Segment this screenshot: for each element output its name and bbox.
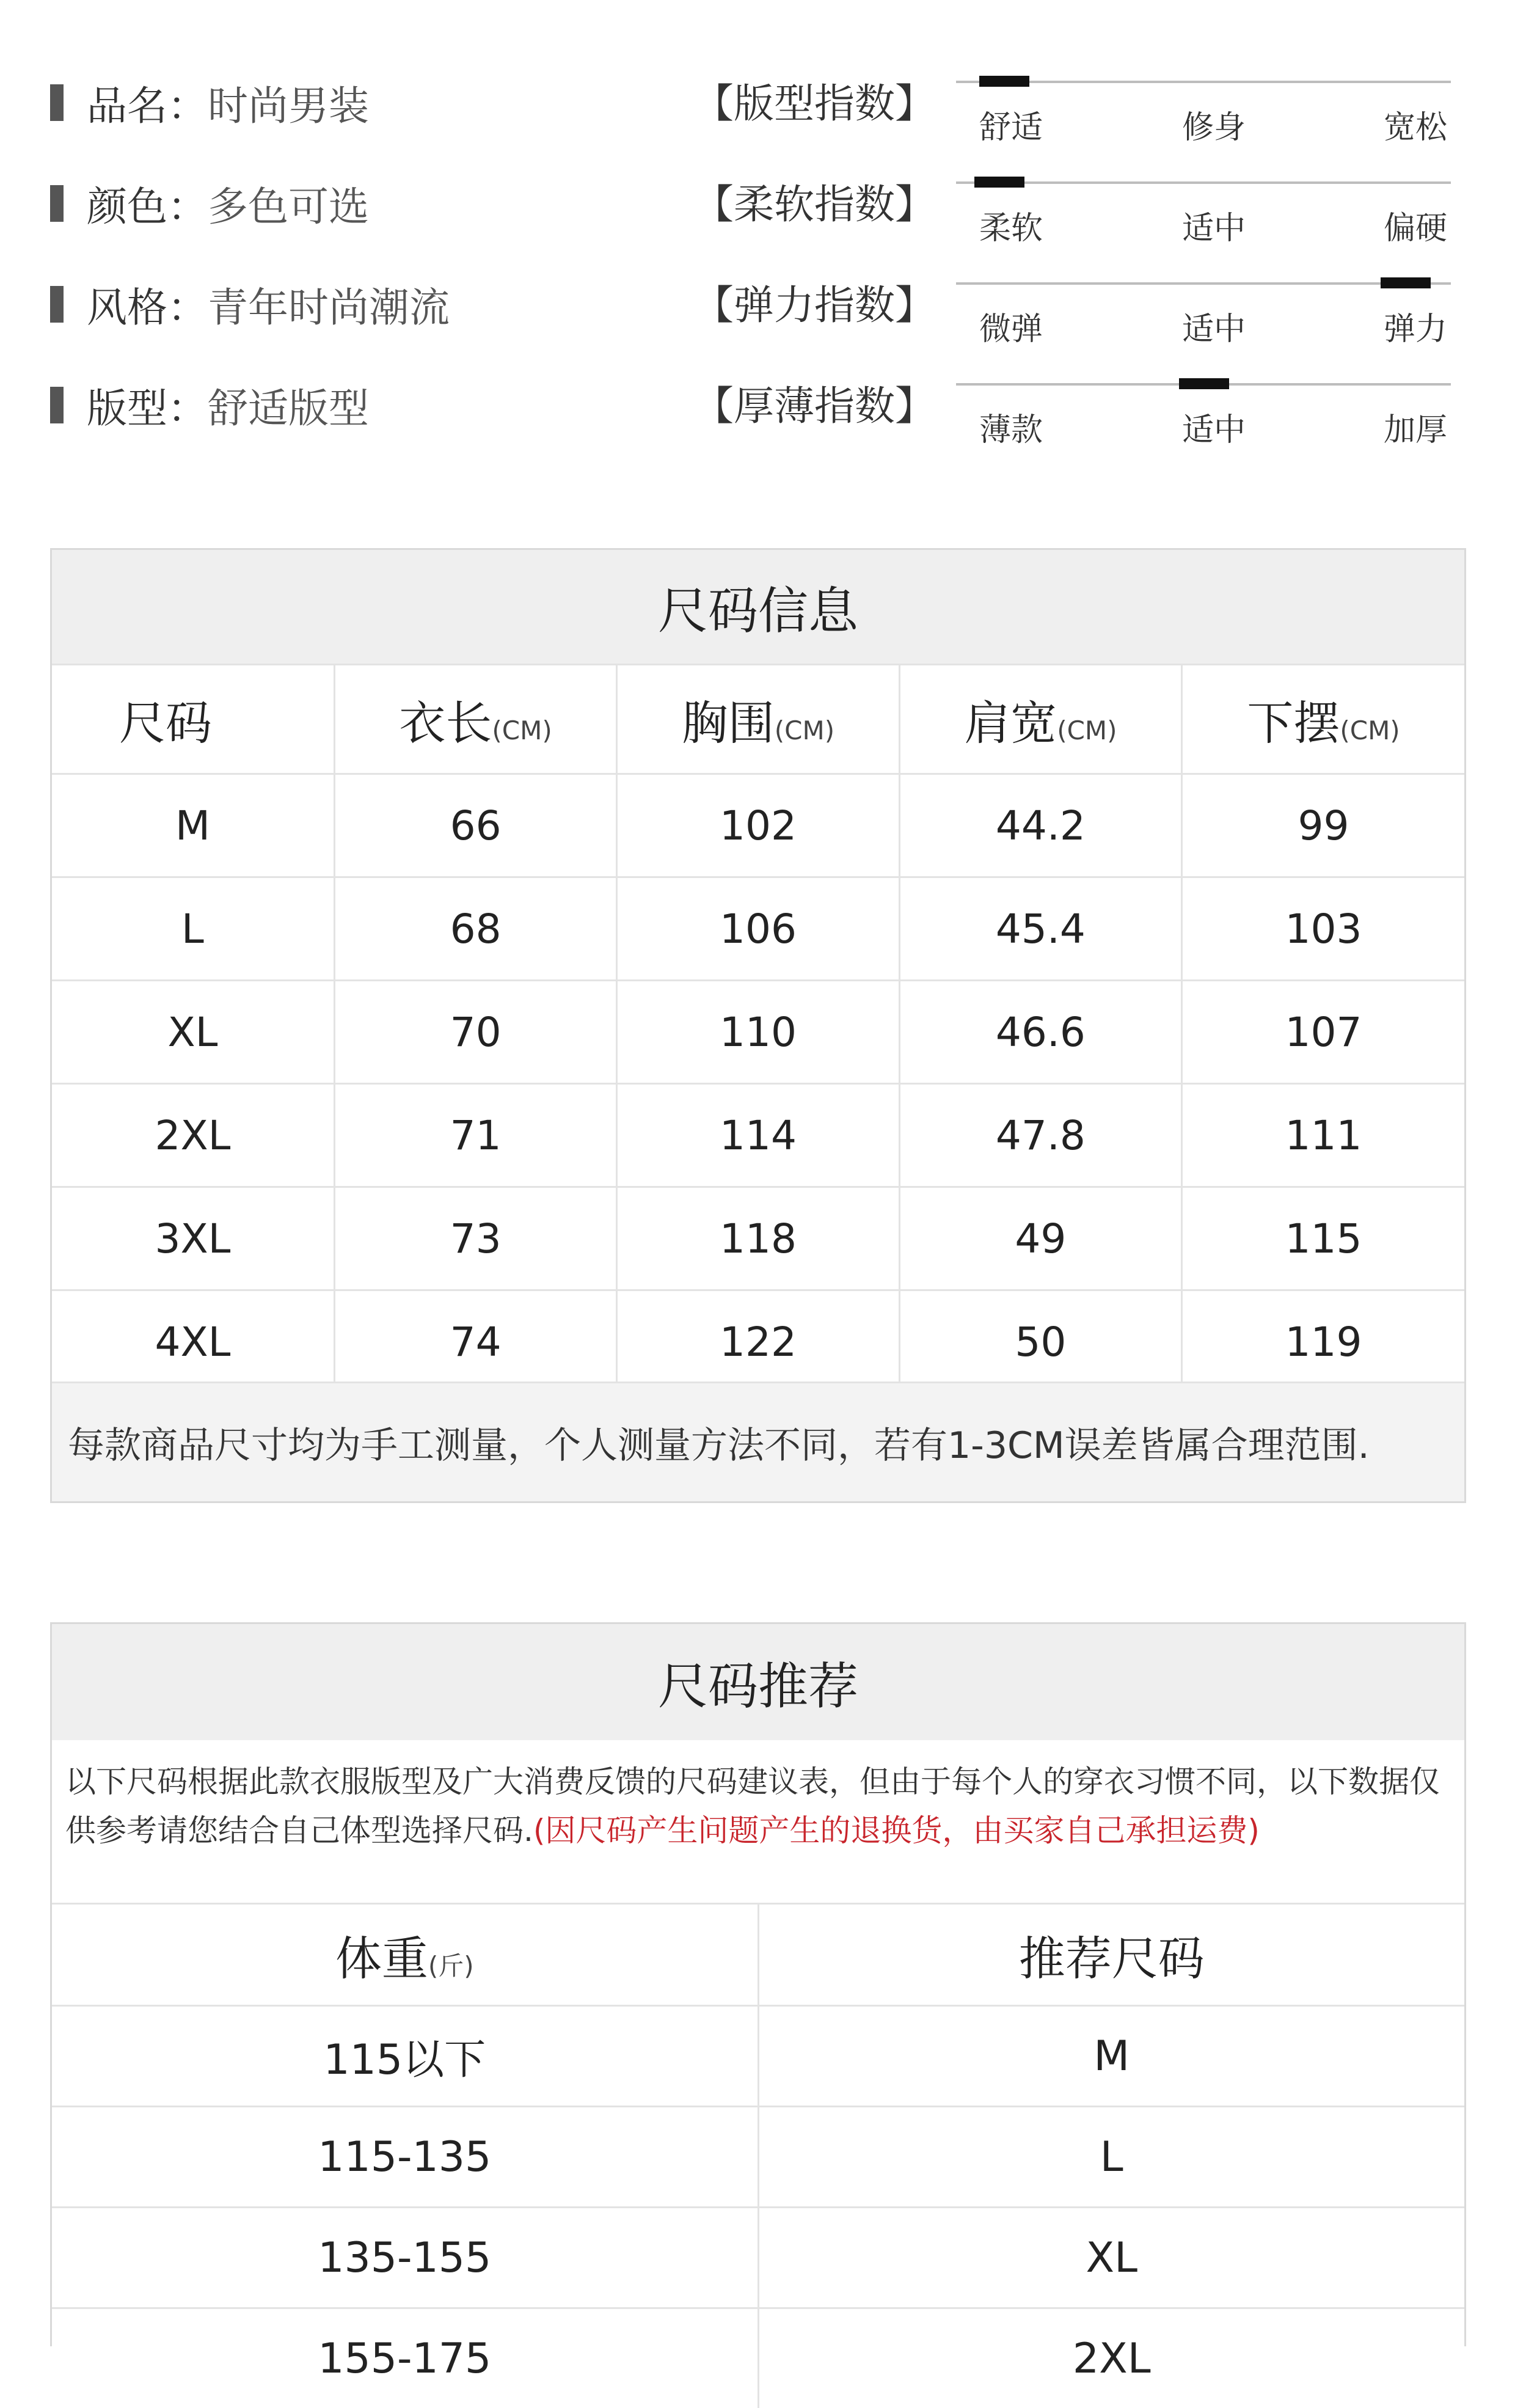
header-text: 衣长 bbox=[399, 696, 492, 750]
column-header bbox=[617, 665, 899, 774]
table-cell: 115-135 bbox=[52, 2107, 758, 2208]
index-scale bbox=[956, 381, 1451, 448]
table-cell: 50 bbox=[899, 1290, 1181, 1393]
scale-option: 适中 bbox=[1182, 303, 1246, 349]
column-header bbox=[52, 1904, 758, 2006]
table-cell: 114 bbox=[617, 1084, 899, 1187]
table-cell: 68 bbox=[334, 877, 616, 981]
scale-line bbox=[956, 181, 1451, 184]
attr-value: 舒适版型 bbox=[208, 385, 369, 432]
table-cell: XL bbox=[52, 981, 334, 1084]
scale-option: 弹力 bbox=[1384, 303, 1447, 349]
bullet-bar-icon bbox=[50, 185, 64, 222]
scale-option: 柔软 bbox=[979, 202, 1043, 248]
recommend-desc-text: 以下尺码根据此款衣服版型及广大消费反馈的尺码建议表，但由于每个人的穿衣习惯不同，以下数据仅供参考请您结合自己体型选择尺码. bbox=[65, 1764, 1440, 1848]
recommend-warning: (因尺码产生问题产生的退换货，由买家自己承担运费) bbox=[533, 1813, 1260, 1848]
attr-label: 风格： bbox=[87, 284, 208, 331]
section-title: 尺码信息 bbox=[52, 550, 1464, 664]
table-cell: 107 bbox=[1182, 981, 1464, 1084]
table-cell: 106 bbox=[617, 877, 899, 981]
size-info-section bbox=[50, 548, 1466, 1503]
table-row bbox=[52, 2308, 1464, 2408]
table-cell: 135-155 bbox=[52, 2208, 758, 2308]
bullet-bar-icon bbox=[50, 387, 64, 423]
table-cell: 71 bbox=[334, 1084, 616, 1187]
table-cell: 99 bbox=[1182, 774, 1464, 877]
header-unit: (CM) bbox=[1057, 715, 1117, 745]
table-row bbox=[52, 877, 1464, 981]
table-cell: 47.8 bbox=[899, 1084, 1181, 1187]
table-cell: 118 bbox=[617, 1187, 899, 1290]
table-row bbox=[52, 2006, 1464, 2107]
table-cell: M bbox=[758, 2006, 1464, 2107]
scale-option: 修身 bbox=[1182, 101, 1246, 147]
attr-row-color bbox=[0, 150, 1515, 251]
table-cell: 73 bbox=[334, 1187, 616, 1290]
scale-marker bbox=[979, 76, 1029, 87]
table-cell: 119 bbox=[1182, 1290, 1464, 1393]
recommend-table bbox=[52, 1903, 1464, 2408]
table-row bbox=[52, 981, 1464, 1084]
header-text: 下摆 bbox=[1247, 696, 1340, 750]
scale-marker bbox=[1179, 378, 1229, 389]
scale-line bbox=[956, 282, 1451, 285]
attr-fit bbox=[87, 376, 369, 434]
scale-marker bbox=[1381, 277, 1431, 288]
table-cell: 103 bbox=[1182, 877, 1464, 981]
table-cell: 70 bbox=[334, 981, 616, 1084]
table-cell: M bbox=[52, 774, 334, 877]
header-unit: (CM) bbox=[492, 715, 552, 745]
size-table bbox=[52, 664, 1464, 1392]
attr-value: 时尚男装 bbox=[208, 82, 369, 130]
table-cell: 3XL bbox=[52, 1187, 334, 1290]
table-cell: 122 bbox=[617, 1290, 899, 1393]
index-scale bbox=[956, 78, 1451, 145]
table-cell: 4XL bbox=[52, 1290, 334, 1393]
column-header bbox=[1182, 665, 1464, 774]
bullet-bar-icon bbox=[50, 84, 64, 121]
table-cell: 44.2 bbox=[899, 774, 1181, 877]
header-unit: (斤) bbox=[428, 1951, 474, 1981]
table-cell: 2XL bbox=[52, 1084, 334, 1187]
header-text: 胸围 bbox=[682, 696, 775, 750]
scale-line bbox=[956, 81, 1451, 83]
index-label: 【厚薄指数】 bbox=[693, 373, 935, 431]
index-label: 【柔软指数】 bbox=[693, 172, 935, 230]
table-header-row bbox=[52, 1904, 1464, 2006]
table-cell: 115以下 bbox=[52, 2006, 758, 2107]
attr-name bbox=[87, 73, 369, 131]
measurement-note: 每款商品尺寸均为手工测量，个人测量方法不同，若有1-3CM误差皆属合理范围. bbox=[52, 1381, 1464, 1501]
table-cell: 66 bbox=[334, 774, 616, 877]
table-cell: 49 bbox=[899, 1187, 1181, 1290]
index-label: 【版型指数】 bbox=[693, 71, 935, 129]
table-cell: 45.4 bbox=[899, 877, 1181, 981]
index-scale bbox=[956, 280, 1451, 347]
column-header bbox=[899, 665, 1181, 774]
table-cell: 102 bbox=[617, 774, 899, 877]
table-row bbox=[52, 2208, 1464, 2308]
table-cell: 111 bbox=[1182, 1084, 1464, 1187]
header-text: 肩宽 bbox=[964, 696, 1057, 750]
scale-option: 微弹 bbox=[979, 303, 1043, 349]
scale-marker bbox=[974, 177, 1024, 188]
table-row bbox=[52, 1290, 1464, 1393]
table-cell: 74 bbox=[334, 1290, 616, 1393]
table-cell: L bbox=[52, 877, 334, 981]
attr-value: 青年时尚潮流 bbox=[208, 284, 450, 331]
attr-row-name bbox=[0, 49, 1515, 150]
table-header-row bbox=[52, 665, 1464, 774]
scale-option: 适中 bbox=[1182, 202, 1246, 248]
table-row bbox=[52, 1084, 1464, 1187]
table-row bbox=[52, 774, 1464, 877]
header-text: 尺码 bbox=[119, 696, 212, 750]
bullet-bar-icon bbox=[50, 286, 64, 323]
recommend-description bbox=[65, 1757, 1452, 1855]
table-cell: 115 bbox=[1182, 1187, 1464, 1290]
column-header bbox=[52, 665, 334, 774]
product-attributes bbox=[0, 0, 1515, 489]
scale-option: 薄款 bbox=[979, 404, 1043, 450]
header-text: 推荐尺码 bbox=[1019, 1931, 1205, 1986]
scale-option: 偏硬 bbox=[1384, 202, 1447, 248]
size-recommend-section bbox=[50, 1622, 1466, 2346]
scale-option: 适中 bbox=[1182, 404, 1246, 450]
header-unit: (CM) bbox=[775, 715, 834, 745]
header-unit: (CM) bbox=[1340, 715, 1400, 745]
scale-option: 宽松 bbox=[1384, 101, 1447, 147]
attr-row-fit bbox=[0, 351, 1515, 452]
index-label: 【弹力指数】 bbox=[693, 273, 935, 331]
attr-label: 版型： bbox=[87, 385, 208, 432]
table-row bbox=[52, 2107, 1464, 2208]
table-cell: 2XL bbox=[758, 2308, 1464, 2408]
table-cell: L bbox=[758, 2107, 1464, 2208]
index-scale bbox=[956, 179, 1451, 246]
attr-value: 多色可选 bbox=[208, 183, 369, 230]
attr-row-style bbox=[0, 251, 1515, 351]
table-row bbox=[52, 1187, 1464, 1290]
attr-style bbox=[87, 275, 450, 333]
attr-color bbox=[87, 174, 369, 232]
table-cell: 110 bbox=[617, 981, 899, 1084]
column-header bbox=[334, 665, 616, 774]
scale-option: 舒适 bbox=[979, 101, 1043, 147]
header-text: 体重 bbox=[335, 1931, 428, 1986]
section-title: 尺码推荐 bbox=[52, 1624, 1464, 1740]
scale-option: 加厚 bbox=[1384, 404, 1447, 450]
column-header bbox=[758, 1904, 1464, 2006]
table-cell: 155-175 bbox=[52, 2308, 758, 2408]
table-cell: 46.6 bbox=[899, 981, 1181, 1084]
attr-label: 颜色： bbox=[87, 183, 208, 230]
table-cell: XL bbox=[758, 2208, 1464, 2308]
attr-label: 品名： bbox=[87, 82, 208, 130]
